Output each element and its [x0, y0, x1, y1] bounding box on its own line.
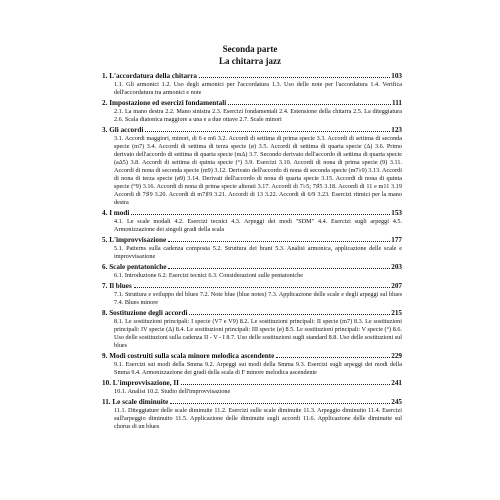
- chapter-heading[interactable]: [102, 209, 402, 218]
- toc-entry: [102, 352, 402, 377]
- chapter-title: 3. Gli accordi: [102, 126, 144, 134]
- chapter-sections: 6.1. Introduzione 6.2. Esercizi tecnici 6.3. Considerazioni sulle pentatoniche: [114, 272, 304, 279]
- chapter-page: 215: [391, 309, 402, 317]
- chapter-title: 9. Modi costruiti sulla scala minore melodica ascendente: [102, 352, 275, 360]
- toc-entry: [102, 398, 402, 431]
- chapter-page: 245: [391, 398, 402, 406]
- dot-leader: [199, 76, 390, 78]
- dot-leader: [168, 267, 390, 269]
- chapter-sections: 3.1. Accordi maggiori, minori, di 6 e m6 3.2. Accordi di settima di prima specie 3.3. Accordi di settima di seconda specie (m7) 3.4. Accordi di settima di terza specie (ø) 3.5. Accordi di settima di quarta specie (Δ) 3.6. Primo derivato dell'accordo di settima di quarta specie (mΔ) 3.7. Secondo derivato dell'accordo di settima di quarta specie (aΔ5) 3.8. Accordi di settima di quinta specie (°) 3.9. Esercizi 3.10. Accordi di nona di prima specie (9) 3.11. Accordi di nona di seconda specie (m9) 3.12. Derivato dell'accordo di nona di seconda specie (m7♭9) 3.13. Accordi di nona di terza specie (ø9) 3.14. Derivati dell'accordo di nona di quarta specie 3.15. Accordi di nona di quinta specie (°9) 3.16. Accordi di nona di prima specie alterati 3.17. Accordi di 7♭5; 7♯5 3.18. Accordi di 11 e m11 3.19 Accordi di 7♯9 3.20. Accordi di m7♯9 3.21. Accordi di 13 3.22. Accordi di 6/9 3.23. Esercizi ritmici per la mano destra: [114, 135, 402, 206]
- chapter-title: 8. Sostituzione degli accordi: [102, 309, 188, 317]
- chapter-page: 241: [391, 379, 402, 387]
- dot-leader: [276, 356, 390, 358]
- toc-entry: [102, 282, 402, 307]
- chapter-heading[interactable]: [102, 282, 402, 291]
- chapter-title: 1. L'accordatura della chitarra: [102, 72, 198, 80]
- table-of-contents: [102, 70, 402, 432]
- chapter-sections: 1.1. Gli armonici 1.2. Uso degli armonici per l'accordatura 1.3. Uso delle note per l'accordatura 1.4. Verifica dell'accordatura tra armonici e note: [114, 81, 402, 96]
- chapter-page: 123: [391, 126, 402, 134]
- chapter-heading[interactable]: [102, 72, 402, 81]
- dot-leader: [170, 402, 390, 404]
- toc-entry: [102, 309, 402, 350]
- chapter-title: 2. Impostazione ed esercizi fondamentali: [102, 99, 227, 107]
- chapter-page: 111: [392, 99, 402, 107]
- chapter-heading[interactable]: [102, 126, 402, 135]
- dot-leader: [181, 383, 390, 385]
- chapter-heading[interactable]: [102, 263, 402, 272]
- chapter-heading[interactable]: [102, 379, 402, 388]
- chapter-title: 11. Le scale diminuite: [102, 398, 169, 406]
- dot-leader: [189, 313, 390, 315]
- chapter-title: 5. L'improvvisazione: [102, 236, 167, 244]
- chapter-sections: 11.1. Diteggiature delle scale diminuite 11.2. Esercizi sulle scale diminuite 11.3. Arpeggio diminuito 11.4. Esercizi sull'arpeggio diminuito 11.5. Applicazione delle diminuite sugli accordi 11.6. Applicazione delle diminuite sul chorus di un blues: [114, 407, 402, 430]
- chapter-page: 103: [391, 72, 402, 80]
- toc-entry: [102, 72, 402, 97]
- dot-leader: [131, 213, 390, 215]
- chapter-sections: 2.1. La mano destra 2.2. Mano sinistra 2.3. Esercizi fondamentali 2.4. Estensione della chitarra 2.5. La diteggiatura 2.6. Scala diatonica maggiore a una e a due ottave 2.7. Scale minori: [114, 108, 402, 123]
- chapter-title: 6. Scale pentatoniche: [102, 263, 167, 271]
- dot-leader: [145, 130, 390, 132]
- chapter-page: 229: [391, 352, 402, 360]
- chapter-page: 207: [391, 282, 402, 290]
- chapter-sections: 8.1. Le sostituzioni principali: I specie (V7 e V9) 8.2. Le sostituzioni principali: II specie (m7) 8.3. Le sostituzioni principali: IV specie (Δ) 8.4. Le sostituzioni principali: III specie (ø) 8.5. Le sostituzioni principali: V specie (°) 8.6. Uso delle sostituzioni sulla cadenza II - V - I 8.7. Uso delle sostituzioni sugli standard 8.8. Uso delle sostituzioni sul blues: [114, 318, 402, 349]
- toc-entry: [102, 263, 402, 280]
- chapter-page: 177: [391, 236, 402, 244]
- chapter-title: 10. L'improvvisazione, II: [102, 379, 179, 387]
- toc-entry: [102, 209, 402, 234]
- chapter-page: 203: [391, 263, 402, 271]
- dot-leader: [168, 240, 390, 242]
- chapter-sections: 10.1. Analisi 10.2. Studio dell'improvvisazione: [114, 388, 231, 395]
- chapter-title: 7. Il blues: [102, 282, 132, 290]
- chapter-heading[interactable]: [102, 309, 402, 318]
- toc-entry: [102, 379, 402, 396]
- dot-leader: [228, 103, 391, 105]
- chapter-heading[interactable]: [102, 99, 402, 108]
- chapter-sections: 7.1. Struttura e sviluppo del blues 7.2. Note blue (blue notes) 7.3. Applicazione delle scale e degli arpeggi sul blues 7.4. Blues minore: [114, 291, 402, 306]
- page-title: La chitarra jazz: [219, 56, 281, 66]
- chapter-sections: 9.1. Esercizi sui modi della Smma 9.2. Arpeggi sui modi della Smma 9.3. Esercizi sugli arpeggi dei modi della Smma 9.4. Armonizzazione dei gradi della scala di F minore melodica ascendente: [114, 361, 402, 376]
- toc-entry: [102, 99, 402, 124]
- chapter-title: 4. I modi: [102, 209, 130, 217]
- chapter-heading[interactable]: [102, 236, 402, 245]
- dot-leader: [134, 286, 390, 288]
- chapter-page: 153: [391, 209, 402, 217]
- chapter-heading[interactable]: [102, 398, 402, 407]
- part-heading: Seconda parte: [222, 44, 278, 54]
- toc-entry: [102, 126, 402, 207]
- chapter-heading[interactable]: [102, 352, 402, 361]
- chapter-sections: 4.1. Le scale modali 4.2. Esercizi tecnici 4.3. Arpeggi dei modi "SDM" 4.4. Esercizi sugli arpeggi 4.5. Armonizzazione dei singoli gradi della scala: [114, 218, 402, 233]
- chapter-sections: 5.1. Patterns sulla cadenza composta 5.2. Struttura dei brani 5.3. Analisi armonica, applicazione delle scale e improvvisazione: [114, 245, 402, 260]
- toc-entry: [102, 236, 402, 261]
